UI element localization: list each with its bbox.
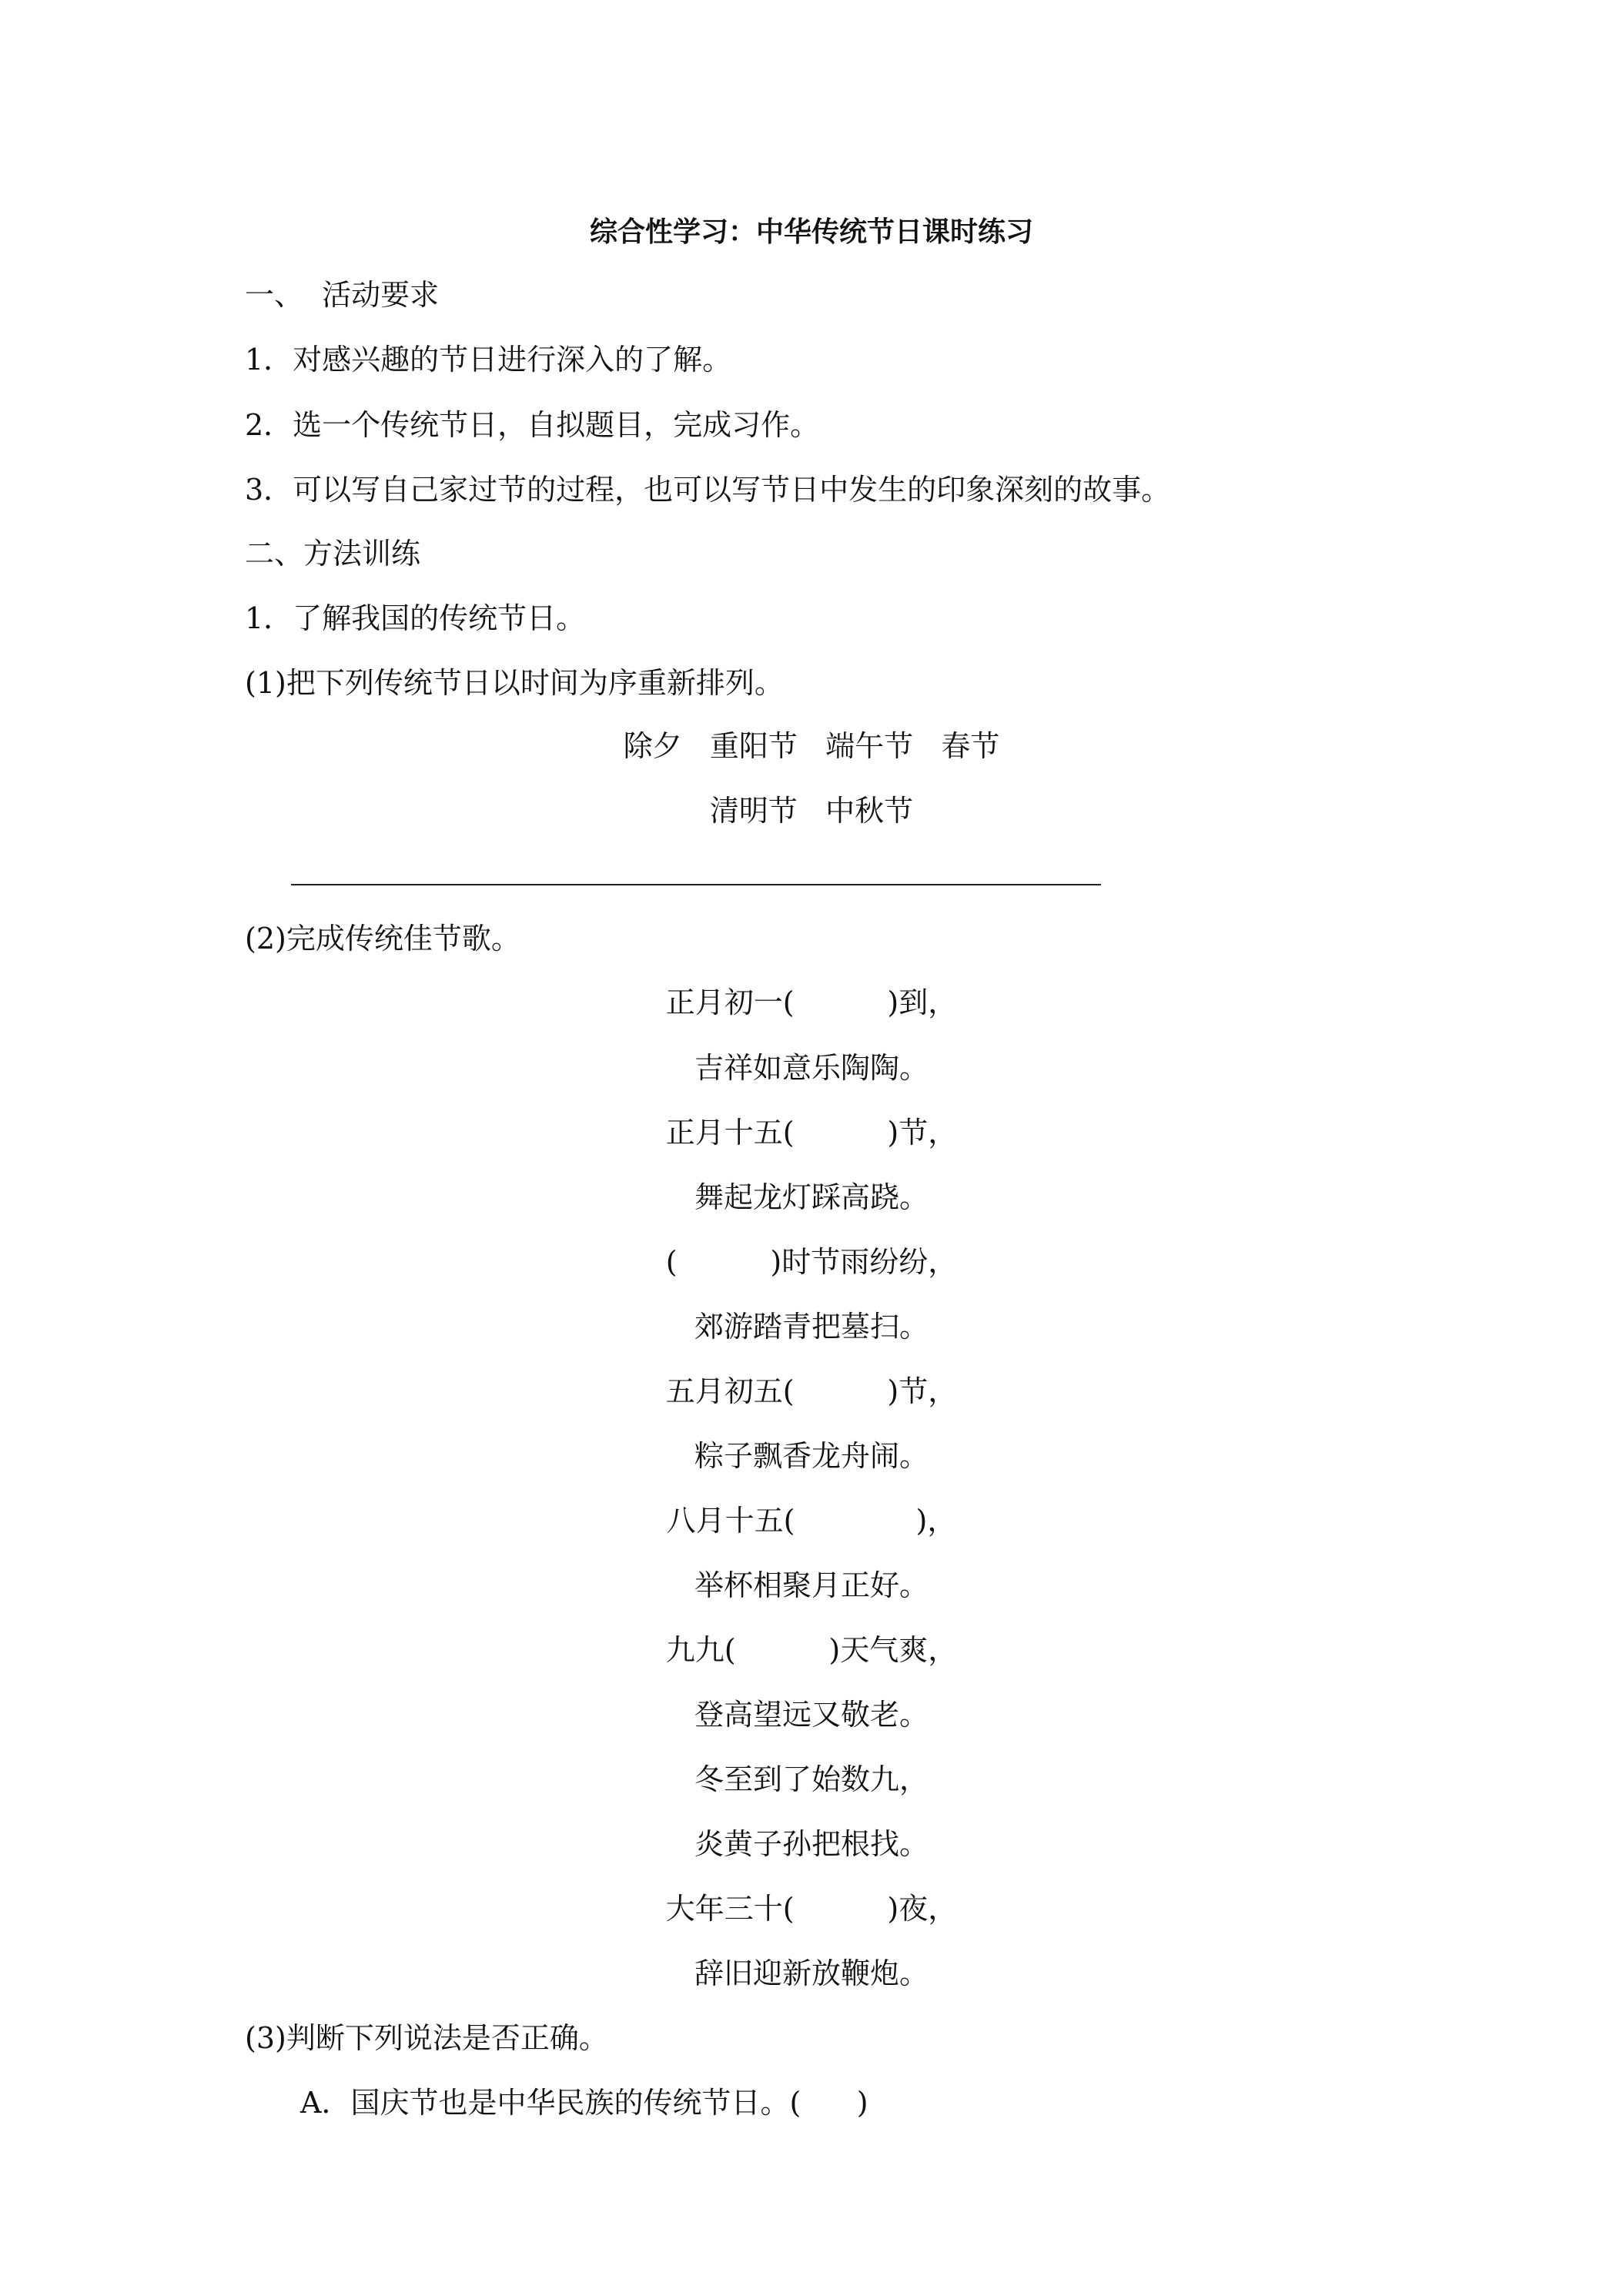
song-line-15: 大年三十( )夜， bbox=[665, 1892, 958, 1926]
festival-list-row-2: 清明节 中秋节 bbox=[709, 794, 914, 828]
section-1-heading: 一、 活动要求 bbox=[245, 278, 440, 312]
song-line-14: 炎黄子孙把根找。 bbox=[694, 1827, 929, 1861]
song-line-2: 吉祥如意乐陶陶。 bbox=[694, 1051, 929, 1085]
song-line-8: 粽子飘香龙舟闹。 bbox=[694, 1439, 929, 1473]
song-line-9: 八月十五( )， bbox=[666, 1504, 957, 1538]
question-1-3-prompt: (3)判断下列说法是否正确。 bbox=[245, 2021, 608, 2055]
question-1-2-prompt: (2)完成传统佳节歌。 bbox=[245, 922, 520, 956]
section-2-heading: 二、方法训练 bbox=[245, 537, 421, 571]
page-title: 综合性学习：中华传统节日课时练习 bbox=[589, 216, 1033, 248]
requirement-item-3: 3．可以写自己家过节的过程，也可以写节日中发生的印象深刻的故事。 bbox=[245, 473, 1171, 507]
song-line-4: 舞起龙灯踩高跷。 bbox=[694, 1180, 929, 1214]
requirement-item-2: 2．选一个传统节日，自拟题目，完成习作。 bbox=[245, 408, 820, 442]
song-line-6: 郊游踏青把墓扫。 bbox=[694, 1310, 929, 1344]
judgement-item-a: A．国庆节也是中华民族的传统节日。( ) bbox=[300, 2086, 868, 2120]
song-line-11: 九九( )天气爽， bbox=[665, 1633, 958, 1667]
question-1: 1．了解我国的传统节日。 bbox=[245, 601, 586, 635]
song-line-5: ( )时节雨纷纷， bbox=[665, 1245, 958, 1279]
requirement-item-1: 1．对感兴趣的节日进行深入的了解。 bbox=[245, 343, 732, 377]
song-line-12: 登高望远又敬老。 bbox=[694, 1698, 929, 1732]
song-line-16: 辞旧迎新放鞭炮。 bbox=[694, 1956, 929, 1990]
song-line-7: 五月初五( )节， bbox=[665, 1374, 958, 1408]
answer-line bbox=[291, 884, 1101, 885]
song-line-1: 正月初一( )到， bbox=[665, 986, 958, 1019]
question-1-1-prompt: (1)把下列传统节日以时间为序重新排列。 bbox=[245, 666, 784, 700]
festival-list-row-1: 除夕 重阳节 端午节 春节 bbox=[623, 729, 1000, 763]
song-line-3: 正月十五( )节， bbox=[665, 1116, 958, 1150]
song-line-13: 冬至到了始数九， bbox=[694, 1762, 929, 1796]
song-line-10: 举杯相聚月正好。 bbox=[694, 1568, 929, 1602]
